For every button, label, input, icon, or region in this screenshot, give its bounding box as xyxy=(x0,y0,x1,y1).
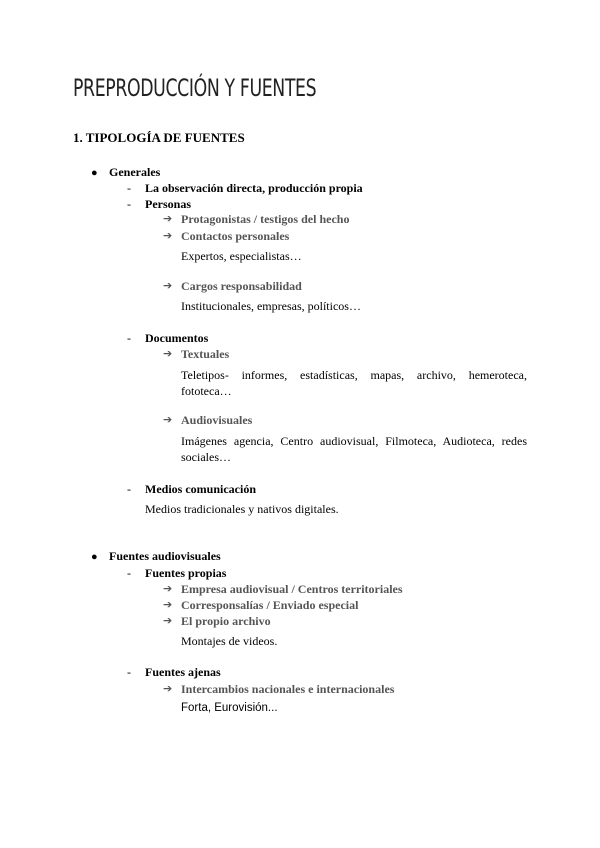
bullet-icon: ● xyxy=(91,551,98,563)
arrow-icon: ➔ xyxy=(163,279,173,292)
dash-icon: - xyxy=(127,331,131,345)
note-audiovisuales: Imágenes agencia, Centro audiovisual, Filmoteca, Audioteca, redes sociales… xyxy=(181,434,527,464)
arrow-icon: ➔ xyxy=(163,614,173,627)
arrow-icon: ➔ xyxy=(163,212,173,225)
arrow-icon: ➔ xyxy=(163,413,173,426)
list-item-archivo: El propio archivo xyxy=(181,614,271,628)
arrow-icon: ➔ xyxy=(163,347,173,360)
list-item-textuales: Textuales xyxy=(181,347,230,361)
list-item-corresponsalias: Corresponsalías / Enviado especial xyxy=(181,598,359,612)
list-item-intercambios: Intercambios nacionales e internacionales xyxy=(181,682,395,696)
note-textuales: Teletipos- informes, estadísticas, mapas, archivo, hemeroteca, fototeca… xyxy=(181,368,527,398)
list-item-audiovisuales: Audiovisuales xyxy=(181,413,253,427)
note-intercambios: Forta, Eurovisión... xyxy=(181,702,278,714)
list-item-personas: Personas xyxy=(145,197,191,211)
note-cargos: Institucionales, empresas, políticos… xyxy=(181,299,361,313)
list-item-medios: Medios comunicación xyxy=(145,482,256,496)
section-heading: 1. TIPOLOGÍA DE FUENTES xyxy=(73,130,245,145)
note-medios: Medios tradicionales y nativos digitales. xyxy=(145,502,339,516)
list-item-protagonistas: Protagonistas / testigos del hecho xyxy=(181,212,350,226)
list-item-cargos: Cargos responsabilidad xyxy=(181,279,302,293)
arrow-icon: ➔ xyxy=(163,582,173,595)
dash-icon: - xyxy=(127,181,131,195)
dash-icon: - xyxy=(127,197,131,211)
list-item-observacion: La observación directa, producción propia xyxy=(145,181,363,195)
list-item-generales: Generales xyxy=(109,165,161,179)
dash-icon: - xyxy=(127,566,131,580)
list-item-documentos: Documentos xyxy=(145,331,209,345)
dash-icon: - xyxy=(127,482,131,496)
list-item-contactos: Contactos personales xyxy=(181,229,290,243)
list-item-fuentes-audiovisuales: Fuentes audiovisuales xyxy=(109,549,221,563)
bullet-icon: ● xyxy=(91,167,98,179)
page-title: PREPRODUCCIÓN Y FUENTES xyxy=(73,74,317,102)
dash-icon: - xyxy=(127,665,131,679)
note-contactos: Expertos, especialistas… xyxy=(181,249,302,263)
note-archivo: Montajes de videos. xyxy=(181,634,278,648)
arrow-icon: ➔ xyxy=(163,682,173,695)
arrow-icon: ➔ xyxy=(163,229,173,242)
list-item-fuentes-propias: Fuentes propias xyxy=(145,566,227,580)
list-item-fuentes-ajenas: Fuentes ajenas xyxy=(145,665,221,679)
arrow-icon: ➔ xyxy=(163,598,173,611)
list-item-empresa: Empresa audiovisual / Centros territoriales xyxy=(181,582,403,596)
